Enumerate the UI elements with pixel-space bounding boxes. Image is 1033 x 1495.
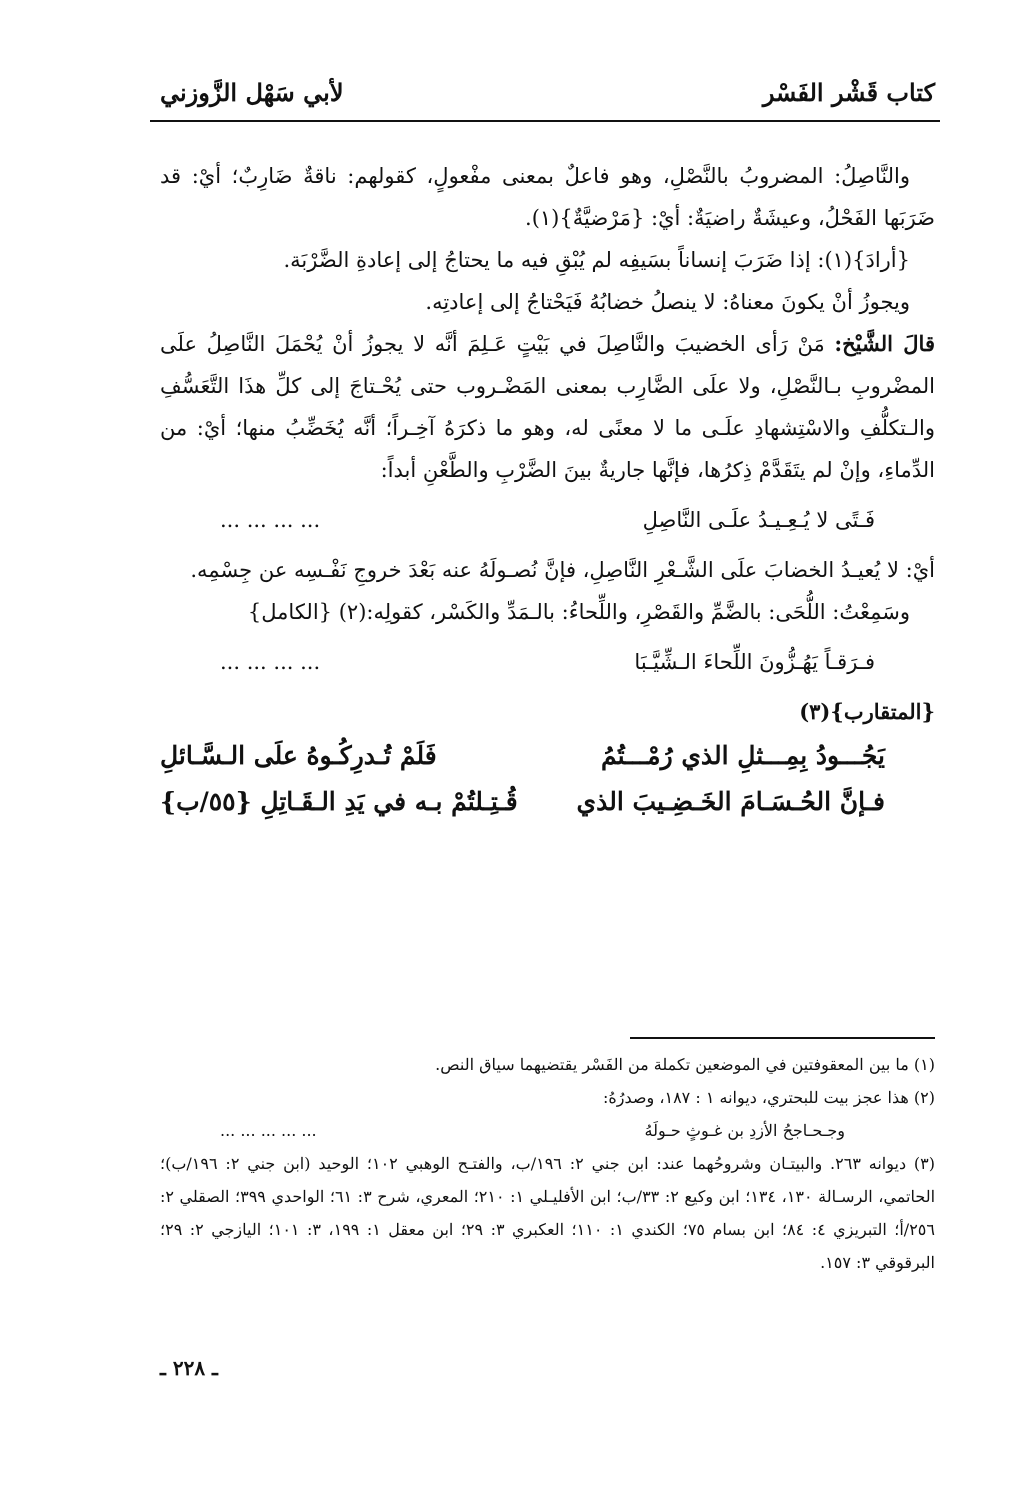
paragraph-1: والنَّاصِلُ: المضروبُ بالنَّصْلِ، وهو فاعلٌ بمعنى مفْعولٍ، كقولهم: ناقةٌ ضَارِبٌ؛ أيْ: قد ضَرَبَها الفَحْلُ، وعيشَةٌ راضيَةٌ: أيْ: {مَرْضيَّةٌ}(١). [160, 164, 935, 230]
paragraph-4 [160, 323, 935, 491]
footnote-2-verse [160, 1114, 935, 1147]
paragraph-3: ويجوزُ أنْ يكونَ معناهُ: لا ينصلُ خضابُهُ فَيَحْتاجُ إلى إعادتِه. [425, 290, 910, 314]
footnote-rule [630, 1037, 935, 1039]
paragraph-4-text: مَنْ رَأى الخضيبَ والنَّاصِلَ في بَيْتٍ عَـلِمَ أنَّه لا يجوزُ أنْ يُحْمَلَ النَّاصِلُ علَى المضْروبِ بـالنَّصْلِ، ولا علَى الضَّارِب بمعنى المَضْـروب حتى يُحْـتاجَ إلى كلِّ هذَا التَّعَسُّفِ والـتكلُّفِ والاسْتِشهادِ علَـى ما لا معنًى له، وهو ما ذكرَهُ آخِـراً؛ أنَّه يُخَضِّبُ منها؛ أيْ: من الدِّماءِ، وإنْ لم يتَقَدَّمْ ذِكرُها، فإنَّها جاريةٌ بينَ الضَّرْبِ والطَّعْنِ أبداً: [160, 332, 935, 482]
verse-2 [160, 641, 935, 683]
running-header [160, 78, 935, 107]
verse-1 [160, 499, 935, 541]
main-text [160, 155, 935, 825]
verse-2-dots: ... ... ... ... [220, 650, 321, 674]
footnote-2-verse-dots: ... ... ... ... ... [220, 1121, 317, 1140]
paragraph-5: أيْ: لا يُعيـدُ الخضابَ علَى الشَّـعْرِ النَّاصِلِ، فإنَّ نُصـولَهُ عنه بَعْدَ خروجِ نَفْـسِه عن جِسْمِه. [190, 558, 935, 582]
footnotes [160, 1048, 935, 1279]
footnote-2: (٢) هذا عجز بيت للبحتري، ديوانه ١ : ١٨٧، وصدرُهُ: [603, 1088, 935, 1107]
verse-1-dots: ... ... ... ... [220, 508, 321, 532]
couplet-1-hemistich-2: فَلَمْ تُـدرِكُـوهُ علَى الـسَّـائلِ [160, 741, 437, 770]
paragraph-2: {أرادَ}(١): إذا ضَرَبَ إنساناً بسَيفِه لم يُبْقِ فيه ما يحتاجُ إلى إعادةِ الضَّرْبَة. [283, 248, 910, 272]
couplet-1-hemistich-1: يَجُـــودُ بِمِـــثلِ الذي رُمْـــتُمُ [601, 741, 885, 770]
footnote-1: (١) ما بين المعقوفتين في الموضعين تكملة من الفَسْر يقتضيهما سياق النص. [435, 1055, 935, 1074]
header-rule [150, 120, 940, 122]
author-title: لأبي سَهْل الزَّوزني [160, 78, 344, 107]
couplet-2-hemistich-2: قُـتِـلتُمْ بـه في يَدِ الـقَـاتِلِ {٥٥/ب} [160, 787, 518, 816]
couplet-2-hemistich-1: فـإنَّ الحُـسَـامَ الخَـضِـيبَ الذي [576, 787, 885, 816]
page-number: ـ ٢٢٨ ـ [160, 1356, 218, 1380]
footnote-2-verse-text: وجـحـاجحُ الأزدِ بن غـوثٍ حـولَهُ [644, 1121, 845, 1140]
verse-1-text: فَـتًى لا يُـعِـيـدُ علَـى النَّاصِلِ [642, 508, 875, 532]
verse-2-text: فـرَقـاً يَهُـزُّونَ اللِّحاءَ الـشِّيَّـبَا [634, 650, 875, 674]
couplet-line-1 [160, 733, 935, 779]
footnote-3: (٣) ديوانه ٢٦٣. والبيتـان وشروحُهما عند: ابن جني ٢: ١٩٦/ب، والفتـح الوهبي ١٠٢؛ الوحيد (ابن جني ٢: ١٩٦/ب)؛ الحاتمي، الرسـالة ١٣٠، ١٣٤؛ ابن وكيع ٢: ٣٣/ب؛ ابن الأفليـلي ١: ٢١٠؛ المعري، شرح ٣: ٦١؛ الواحدي ٣٩٩؛ الصقلي ٢: ٢٥٦/أ؛ التبريزي ٤: ٨٤؛ ابن بسام ٧٥؛ الكندي ١: ١١٠؛ العكبري ٣: ٢٩؛ ابن معقل ١: ١٩٩، ٣: ١٠١؛ اليازجي ٢: ٢٩؛ البرقوقي ٣: ١٥٧. [160, 1154, 936, 1272]
paragraph-6: وسَمِعْتُ: اللُّحَى: بالضَّمِّ والقَصْرِ، واللِّحاءُ: بالـمَدِّ والكَسْر، كقولِه:(٢) {الكامل} [247, 600, 910, 624]
book-title: كتاب قَشْر الفَسْر [762, 78, 935, 107]
couplet-line-2 [160, 779, 935, 825]
sheikh-label: قالَ الشَّيْخ: [834, 331, 935, 356]
meter-label: {المتقارب}(٣) [799, 699, 935, 724]
